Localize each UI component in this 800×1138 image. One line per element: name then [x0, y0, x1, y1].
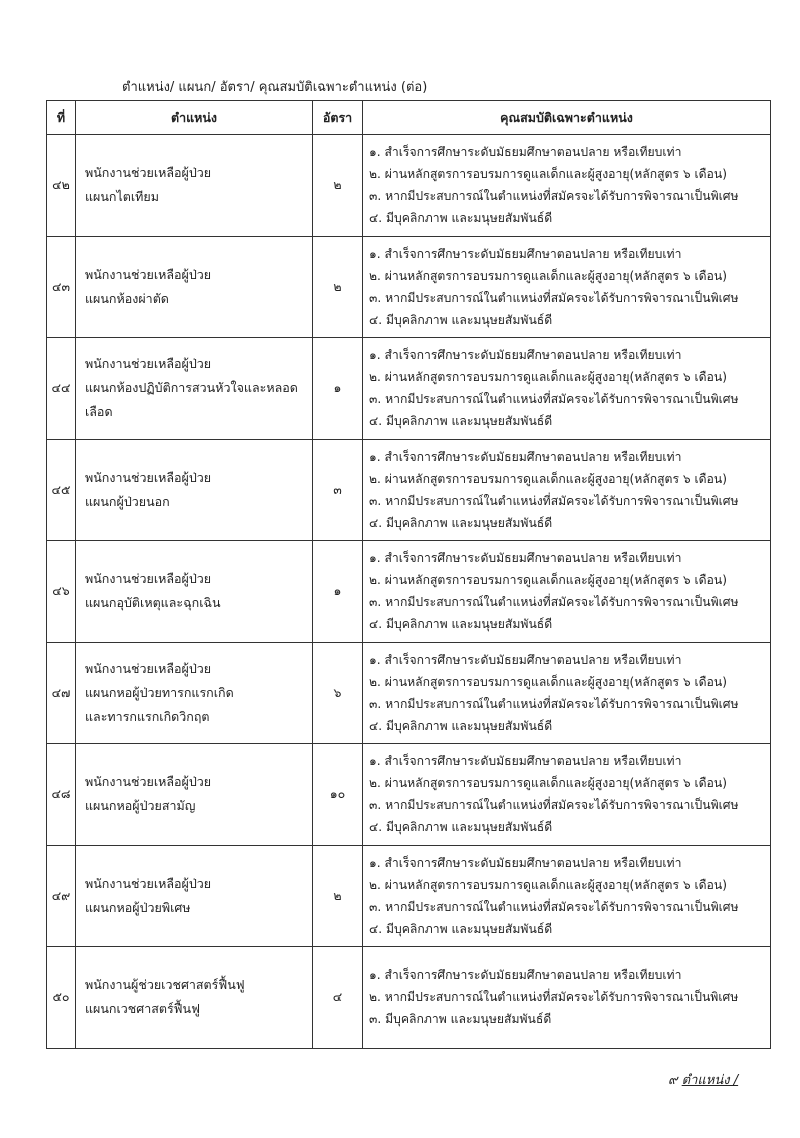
row-qualifications — [363, 135, 771, 237]
qualification-item: ๑. สำเร็จการศึกษาระดับมัธยมศึกษาตอนปลาย หรือเทียบเท่า — [369, 348, 682, 363]
row-number: ๔๙ — [47, 845, 76, 947]
row-qualifications — [363, 845, 771, 947]
qualification-item: ๓. หากมีประสบการณ์ในตำแหน่งที่สมัครจะได้รับการพิจารณาเป็นพิเศษ — [369, 493, 739, 508]
row-number: ๔๘ — [47, 744, 76, 846]
position-line: พนักงานช่วยเหลือผู้ป่วย — [85, 266, 212, 282]
qualification-item: ๒. ผ่านหลักสูตรการอบรมการดูแลเด็กและผู้สูงอายุ(หลักสูตร ๖ เดือน) — [369, 877, 727, 892]
row-position — [76, 236, 313, 338]
position-line: แผนกหอผู้ป่วยพิเศษ — [85, 899, 191, 915]
qualification-item: ๔. มีบุคลิกภาพ และมนุษยสัมพันธ์ดี — [369, 718, 553, 733]
row-rate: ๑๐ — [313, 744, 363, 846]
table-row — [47, 642, 771, 744]
qualification-item: ๔. มีบุคลิกภาพ และมนุษยสัมพันธ์ดี — [369, 820, 553, 835]
position-line: พนักงานช่วยเหลือผู้ป่วย — [85, 660, 212, 676]
qualification-item: ๔. มีบุคลิกภาพ และมนุษยสัมพันธ์ดี — [369, 312, 553, 327]
row-number: ๕๐ — [47, 947, 76, 1049]
row-position — [76, 744, 313, 846]
qualification-item: ๑. สำเร็จการศึกษาระดับมัธยมศึกษาตอนปลาย หรือเทียบเท่า — [369, 145, 682, 160]
position-line: พนักงานผู้ช่วยเวชศาสตร์ฟื้นฟู — [85, 977, 245, 993]
table-row — [47, 947, 771, 1049]
qualification-item: ๑. สำเร็จการศึกษาระดับมัธยมศึกษาตอนปลาย หรือเทียบเท่า — [369, 652, 682, 667]
position-line: แผนกห้องปฏิบัติการสวนหัวใจและหลอด — [85, 380, 298, 396]
table-caption: ตำแหน่ง/ แผนก/ อัตรา/ คุณสมบัติเฉพาะตำแหน่ง (ต่อ) — [122, 80, 428, 95]
position-line: และทารกแรกเกิดวิกฤต — [85, 708, 210, 724]
header-position: ตำแหน่ง — [76, 101, 313, 135]
row-qualifications — [363, 338, 771, 440]
qualification-item: ๑. สำเร็จการศึกษาระดับมัธยมศึกษาตอนปลาย หรือเทียบเท่า — [369, 855, 682, 870]
qualification-item: ๑. สำเร็จการศึกษาระดับมัธยมศึกษาตอนปลาย หรือเทียบเท่า — [369, 551, 682, 566]
position-line: แผนกไตเทียม — [85, 189, 159, 205]
row-position — [76, 642, 313, 744]
row-qualifications — [363, 236, 771, 338]
qualification-item: ๒. ผ่านหลักสูตรการอบรมการดูแลเด็กและผู้สูงอายุ(หลักสูตร ๖ เดือน) — [369, 776, 727, 791]
table-row — [47, 135, 771, 237]
qualification-item: ๔. มีบุคลิกภาพ และมนุษยสัมพันธ์ดี — [369, 921, 553, 936]
qualification-item: ๔. มีบุคลิกภาพ และมนุษยสัมพันธ์ดี — [369, 617, 553, 632]
qualification-item: ๑. สำเร็จการศึกษาระดับมัธยมศึกษาตอนปลาย หรือเทียบเท่า — [369, 754, 682, 769]
qualification-item: ๓. หากมีประสบการณ์ในตำแหน่งที่สมัครจะได้รับการพิจารณาเป็นพิเศษ — [369, 189, 739, 204]
header-rate: อัตรา — [313, 101, 363, 135]
qualification-item: ๒. ผ่านหลักสูตรการอบรมการดูแลเด็กและผู้สูงอายุ(หลักสูตร ๖ เดือน) — [369, 471, 727, 486]
position-line: เลือด — [85, 404, 113, 420]
page-number: ๙ — [668, 1073, 678, 1088]
row-rate: ๒ — [313, 236, 363, 338]
row-qualifications — [363, 541, 771, 643]
header-qualifications: คุณสมบัติเฉพาะตำแหน่ง — [363, 101, 771, 135]
qualification-item: ๓. หากมีประสบการณ์ในตำแหน่งที่สมัครจะได้รับการพิจารณาเป็นพิเศษ — [369, 899, 739, 914]
qualification-item: ๒. ผ่านหลักสูตรการอบรมการดูแลเด็กและผู้สูงอายุ(หลักสูตร ๖ เดือน) — [369, 167, 727, 182]
qualification-item: ๑. สำเร็จการศึกษาระดับมัธยมศึกษาตอนปลาย หรือเทียบเท่า — [369, 246, 682, 261]
position-line: พนักงานช่วยเหลือผู้ป่วย — [85, 571, 212, 587]
row-rate: ๒ — [313, 135, 363, 237]
qualification-item: ๓. มีบุคลิกภาพ และมนุษยสัมพันธ์ดี — [369, 1012, 552, 1027]
position-line: แผนกหอผู้ป่วยทารกแรกเกิด — [85, 684, 234, 700]
qualification-item: ๒. ผ่านหลักสูตรการอบรมการดูแลเด็กและผู้สูงอายุ(หลักสูตร ๖ เดือน) — [369, 370, 727, 385]
position-line: แผนกเวชศาสตร์ฟื้นฟู — [85, 1001, 200, 1017]
qualification-item: ๓. หากมีประสบการณ์ในตำแหน่งที่สมัครจะได้รับการพิจารณาเป็นพิเศษ — [369, 595, 739, 610]
position-line: พนักงานช่วยเหลือผู้ป่วย — [85, 469, 212, 485]
row-qualifications — [363, 439, 771, 541]
table-row — [47, 744, 771, 846]
row-rate: ๑ — [313, 541, 363, 643]
table-row — [47, 338, 771, 440]
row-position — [76, 135, 313, 237]
table-row — [47, 439, 771, 541]
row-position — [76, 439, 313, 541]
qualification-item: ๔. มีบุคลิกภาพ และมนุษยสัมพันธ์ดี — [369, 414, 553, 429]
row-number: ๔๓ — [47, 236, 76, 338]
qualification-item: ๓. หากมีประสบการณ์ในตำแหน่งที่สมัครจะได้รับการพิจารณาเป็นพิเศษ — [369, 392, 739, 407]
row-qualifications — [363, 642, 771, 744]
qualification-item: ๓. หากมีประสบการณ์ในตำแหน่งที่สมัครจะได้รับการพิจารณาเป็นพิเศษ — [369, 696, 739, 711]
position-line: พนักงานช่วยเหลือผู้ป่วย — [85, 165, 212, 181]
positions-table — [46, 100, 771, 1049]
position-line: แผนกผู้ป่วยนอก — [85, 493, 170, 509]
row-position — [76, 541, 313, 643]
page-footer — [668, 1069, 738, 1090]
row-number: ๔๗ — [47, 642, 76, 744]
row-number: ๔๖ — [47, 541, 76, 643]
position-line: แผนกหอผู้ป่วยสามัญ — [85, 798, 196, 814]
table-row — [47, 541, 771, 643]
row-qualifications — [363, 744, 771, 846]
row-number: ๔๕ — [47, 439, 76, 541]
qualification-item: ๒. ผ่านหลักสูตรการอบรมการดูแลเด็กและผู้สูงอายุ(หลักสูตร ๖ เดือน) — [369, 573, 727, 588]
continued-label: ตำแหน่ง / — [681, 1073, 739, 1088]
qualification-item: ๒. หากมีประสบการณ์ในตำแหน่งที่สมัครจะได้รับการพิจารณาเป็นพิเศษ — [369, 990, 739, 1005]
position-line: พนักงานช่วยเหลือผู้ป่วย — [85, 875, 212, 891]
row-rate: ๓ — [313, 439, 363, 541]
row-rate: ๑ — [313, 338, 363, 440]
table-header-row — [47, 101, 771, 135]
position-line: พนักงานช่วยเหลือผู้ป่วย — [85, 356, 212, 372]
row-position — [76, 845, 313, 947]
row-position — [76, 947, 313, 1049]
row-qualifications — [363, 947, 771, 1049]
qualification-item: ๓. หากมีประสบการณ์ในตำแหน่งที่สมัครจะได้รับการพิจารณาเป็นพิเศษ — [369, 798, 739, 813]
row-rate: ๔ — [313, 947, 363, 1049]
qualification-item: ๑. สำเร็จการศึกษาระดับมัธยมศึกษาตอนปลาย หรือเทียบเท่า — [369, 968, 682, 983]
row-position — [76, 338, 313, 440]
header-no: ที่ — [47, 101, 76, 135]
qualification-item: ๔. มีบุคลิกภาพ และมนุษยสัมพันธ์ดี — [369, 515, 553, 530]
position-line: พนักงานช่วยเหลือผู้ป่วย — [85, 774, 212, 790]
position-line: แผนกห้องผ่าตัด — [85, 290, 169, 306]
row-number: ๔๒ — [47, 135, 76, 237]
qualification-item: ๒. ผ่านหลักสูตรการอบรมการดูแลเด็กและผู้สูงอายุ(หลักสูตร ๖ เดือน) — [369, 268, 727, 283]
row-rate: ๖ — [313, 642, 363, 744]
qualification-item: ๑. สำเร็จการศึกษาระดับมัธยมศึกษาตอนปลาย หรือเทียบเท่า — [369, 449, 682, 464]
qualification-item: ๓. หากมีประสบการณ์ในตำแหน่งที่สมัครจะได้รับการพิจารณาเป็นพิเศษ — [369, 290, 739, 305]
qualification-item: ๔. มีบุคลิกภาพ และมนุษยสัมพันธ์ดี — [369, 211, 553, 226]
position-line: แผนกอุบัติเหตุและฉุกเฉิน — [85, 595, 221, 611]
row-number: ๔๔ — [47, 338, 76, 440]
table-row — [47, 845, 771, 947]
row-rate: ๒ — [313, 845, 363, 947]
table-row — [47, 236, 771, 338]
qualification-item: ๒. ผ่านหลักสูตรการอบรมการดูแลเด็กและผู้สูงอายุ(หลักสูตร ๖ เดือน) — [369, 674, 727, 689]
